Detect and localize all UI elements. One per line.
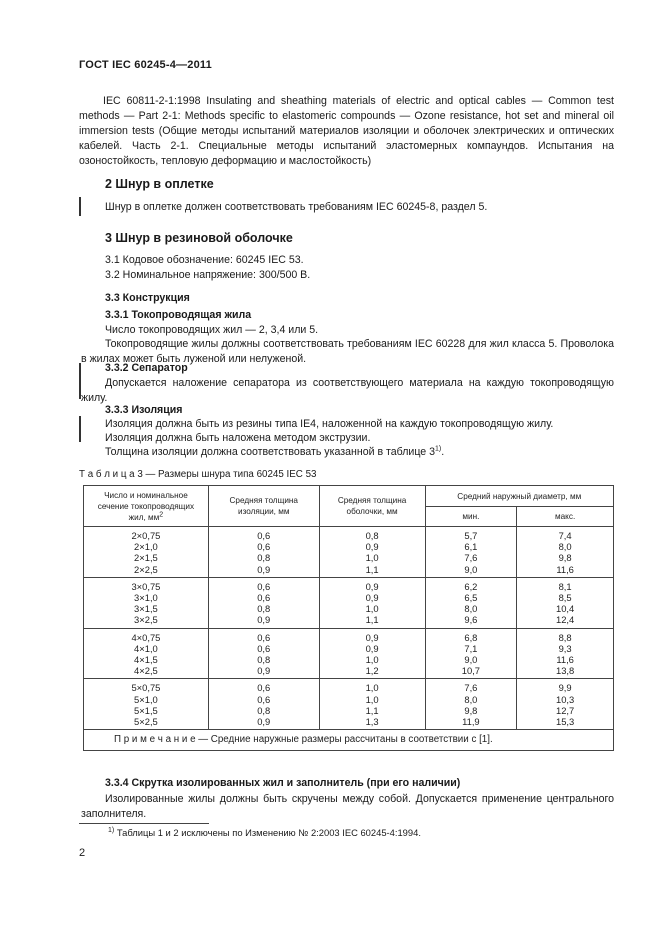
cell-value: 0,9 — [257, 563, 271, 575]
cell-value: 5×1,0 — [134, 693, 158, 705]
cell-value: 1,1 — [365, 704, 379, 716]
cell-value: 8,1 — [558, 580, 572, 592]
cell-value: 0,6 — [257, 682, 271, 694]
cell-value: 13,8 — [556, 665, 575, 677]
cell-value: 9,8 — [464, 704, 478, 716]
change-bar — [79, 416, 81, 442]
cell-value: 11,6 — [556, 563, 574, 575]
footnote-ref: 1) — [435, 445, 442, 453]
cell-value: 0,6 — [257, 530, 271, 541]
header-min: мин. — [425, 507, 517, 527]
cell-value: 0,9 — [365, 631, 379, 643]
header-diameter: Средний наружный диаметр, мм — [425, 486, 613, 507]
cell-value: 0,6 — [257, 693, 271, 705]
clause-3-3-3-text-2: Изоляция должна быть наложена методом экструзии. — [105, 432, 371, 444]
cell-value: 1,0 — [365, 603, 379, 615]
cell-max — [517, 679, 614, 730]
cell-value: 0,9 — [257, 614, 271, 626]
cell-sections — [84, 577, 209, 628]
clause-3-3-1-text-2: Токопроводящие жилы должны соответствовать требованиям IEC 60228 для жил класса 5. Проволока в жилах может быть луженой или нелуженой. — [81, 338, 614, 365]
cell-value: 1,0 — [365, 682, 379, 694]
cell-value: 10,4 — [556, 603, 575, 615]
cell-max — [517, 577, 614, 628]
clause-3-3-2-title: 3.3.2 Сепаратор — [105, 362, 188, 374]
cell-value: 11,6 — [556, 654, 574, 666]
cell-sheath — [319, 577, 425, 628]
cell-value: 4×1,5 — [134, 654, 158, 666]
clause-3-2: 3.2 Номинальное напряжение: 300/500 В. — [105, 269, 311, 281]
cell-value: 0,8 — [257, 704, 271, 716]
cell-value: 8,0 — [558, 541, 572, 553]
cell-value: 3×1,5 — [134, 603, 158, 615]
cell-value: 0,6 — [257, 541, 271, 553]
clause-3-3-1-text-1: Число токопроводящих жил — 2, 3,4 или 5. — [105, 324, 319, 336]
cell-value: 7,6 — [464, 552, 478, 564]
cell-value: 1,1 — [365, 614, 379, 626]
table-row-group — [84, 577, 614, 628]
cell-value: 10,3 — [556, 693, 575, 705]
cell-value: 9,6 — [464, 614, 478, 626]
cell-value: 0,6 — [257, 580, 271, 592]
clause-3-3-title: 3.3 Конструкция — [105, 292, 190, 304]
cell-value: 4×2,5 — [134, 665, 158, 677]
cell-value: 15,3 — [556, 716, 575, 728]
cell-value: 5×1,5 — [134, 704, 158, 716]
footnote-rule — [79, 823, 209, 824]
clause-3-3-4-text: Изолированные жилы должны быть скручены между собой. Допускается применение центрального заполнителя. — [81, 793, 614, 820]
cell-value: 0,8 — [257, 654, 271, 666]
cell-insulation — [208, 679, 319, 730]
clause-3-3-3-text-3: Толщина изоляции должна соответствовать указанной в таблице 3$^{1)}$. — [105, 445, 445, 458]
cell-value: 7,6 — [464, 682, 478, 694]
change-bar — [79, 197, 81, 216]
cell-value: 8,5 — [558, 592, 572, 604]
cell-sections — [84, 628, 209, 679]
table-note: П р и м е ч а н и е — Средние наружные размеры рассчитаны в соответствии с [1]. — [84, 730, 614, 751]
table-3 — [83, 485, 614, 751]
cell-value: 0,9 — [257, 665, 271, 677]
cell-value: 7,4 — [558, 530, 572, 541]
clause-3-3-3-title: 3.3.3 Изоляция — [105, 404, 183, 416]
cell-max — [517, 628, 614, 679]
table-3-caption: Т а б л и ц а 3 — Размеры шнура типа 60245 IEC 53 — [79, 469, 317, 480]
table-row-group — [84, 527, 614, 578]
cell-value: 5×0,75 — [131, 682, 161, 694]
cell-value: 1,0 — [365, 552, 379, 564]
cell-value: 12,7 — [556, 704, 575, 716]
cell-value: 2×2,5 — [134, 563, 158, 575]
cell-value: 10,7 — [461, 665, 480, 677]
cell-value: 0,9 — [365, 592, 379, 604]
cell-sections — [84, 527, 209, 578]
cell-value: 1,3 — [365, 716, 379, 728]
cell-value: 9,3 — [558, 642, 572, 654]
cell-value: 9,8 — [558, 552, 572, 564]
cell-value: 3×0,75 — [131, 580, 161, 592]
cell-value: 0,8 — [257, 552, 271, 564]
cell-value: 5×2,5 — [134, 716, 158, 728]
header-insulation: Средняя толщина изоляции, мм — [208, 486, 319, 527]
cell-value: 0,6 — [257, 592, 271, 604]
cell-value: 0,9 — [365, 580, 379, 592]
cell-insulation — [208, 527, 319, 578]
clause-3-1: 3.1 Кодовое обозначение: 60245 IEC 53. — [105, 254, 304, 266]
cell-value: 9,0 — [464, 563, 478, 575]
cell-value: 2×1,5 — [134, 552, 158, 564]
clause-3-3-3-text-1: Изоляция должна быть из резины типа IE4, наложенной на каждую токопроводящую жилу. — [105, 418, 554, 430]
page-number: 2 — [79, 847, 86, 859]
cell-min — [425, 679, 517, 730]
cell-value: 12,4 — [556, 614, 575, 626]
cell-value: 0,9 — [365, 642, 379, 654]
cell-min — [425, 527, 517, 578]
clause-3-3-2-text: Допускается наложение сепаратора из соответствующего материала на каждую токопроводящую жилу. — [81, 377, 614, 404]
cell-sheath — [319, 679, 425, 730]
cell-value: 3×2,5 — [134, 614, 158, 626]
cell-sections — [84, 679, 209, 730]
cell-value: 4×0,75 — [131, 631, 161, 643]
cell-value: 6,2 — [464, 580, 478, 592]
section-3-title: 3 Шнур в резиновой оболочке — [105, 231, 293, 245]
cell-value: 2×1,0 — [134, 541, 158, 553]
cell-value: 0,6 — [257, 642, 271, 654]
cell-value: 1,0 — [365, 693, 379, 705]
cell-value: 4×1,0 — [134, 642, 158, 654]
clause-3-3-4-title: 3.3.4 Скрутка изолированных жил и заполнитель (при его наличии) — [105, 777, 461, 789]
footnote: $^{1)}$ Таблицы 1 и 2 исключены по Изменению № 2:2003 IEC 60245-4:1994. — [108, 826, 421, 838]
cell-insulation — [208, 628, 319, 679]
cell-value: 0,8 — [257, 603, 271, 615]
document-header: ГОСТ IEC 60245-4—2011 — [79, 59, 212, 71]
table-row-group — [84, 679, 614, 730]
cell-value: 1,2 — [365, 665, 379, 677]
cell-value: 6,5 — [464, 592, 478, 604]
cell-value: 0,9 — [365, 541, 379, 553]
cell-insulation — [208, 577, 319, 628]
section-2-text: Шнур в оплетке должен соответствовать требованиям IEC 60245-8, раздел 5. — [105, 201, 488, 213]
cell-value: 2×0,75 — [131, 530, 161, 541]
cell-value: 7,1 — [464, 642, 478, 654]
cell-min — [425, 628, 517, 679]
cell-value: 5,7 — [464, 530, 478, 541]
header-sheath: Средняя толщина оболочки, мм — [319, 486, 425, 527]
cell-value: 1,0 — [365, 654, 379, 666]
cell-value: 0,6 — [257, 631, 271, 643]
cell-value: 9,9 — [558, 682, 572, 694]
cell-value: 6,1 — [464, 541, 478, 553]
reference-paragraph: IEC 60811-2-1:1998 Insulating and sheathing materials of electric and optical cables — Common test methods — Part 2-1: Methods specific to elastomeric compounds — Ozone resistance, hot set and mineral oil immersion tests (Общие методы испытаний материалов изоляции и оболочек электрических и оптических кабелей. Часть 2-1. Специальные методы испытаний эластомерных компаундов. Испытания на озоностойкость, тепловую деформацию и маслостойкость) — [79, 95, 614, 167]
header-max: макс. — [517, 507, 614, 527]
cell-value: 6,8 — [464, 631, 478, 643]
header-section: Число и номинальное сечение токопроводящих жил, $мм^2$ — [84, 486, 209, 527]
cell-value: 0,9 — [257, 716, 271, 728]
table-row-group — [84, 628, 614, 679]
cell-sheath — [319, 628, 425, 679]
cell-min — [425, 577, 517, 628]
cell-value: 3×1,0 — [134, 592, 158, 604]
cell-value: 9,0 — [464, 654, 478, 666]
cell-max — [517, 527, 614, 578]
cell-value: 1,1 — [365, 563, 379, 575]
section-2-title: 2 Шнур в оплетке — [105, 177, 214, 191]
cell-value: 8,8 — [558, 631, 572, 643]
cell-sheath — [319, 527, 425, 578]
cell-value: 0,8 — [365, 530, 379, 541]
cell-value: 11,9 — [462, 716, 480, 728]
clause-3-3-1-title: 3.3.1 Токопроводящая жила — [105, 309, 252, 321]
cell-value: 8,0 — [464, 603, 478, 615]
cell-value: 8,0 — [464, 693, 478, 705]
